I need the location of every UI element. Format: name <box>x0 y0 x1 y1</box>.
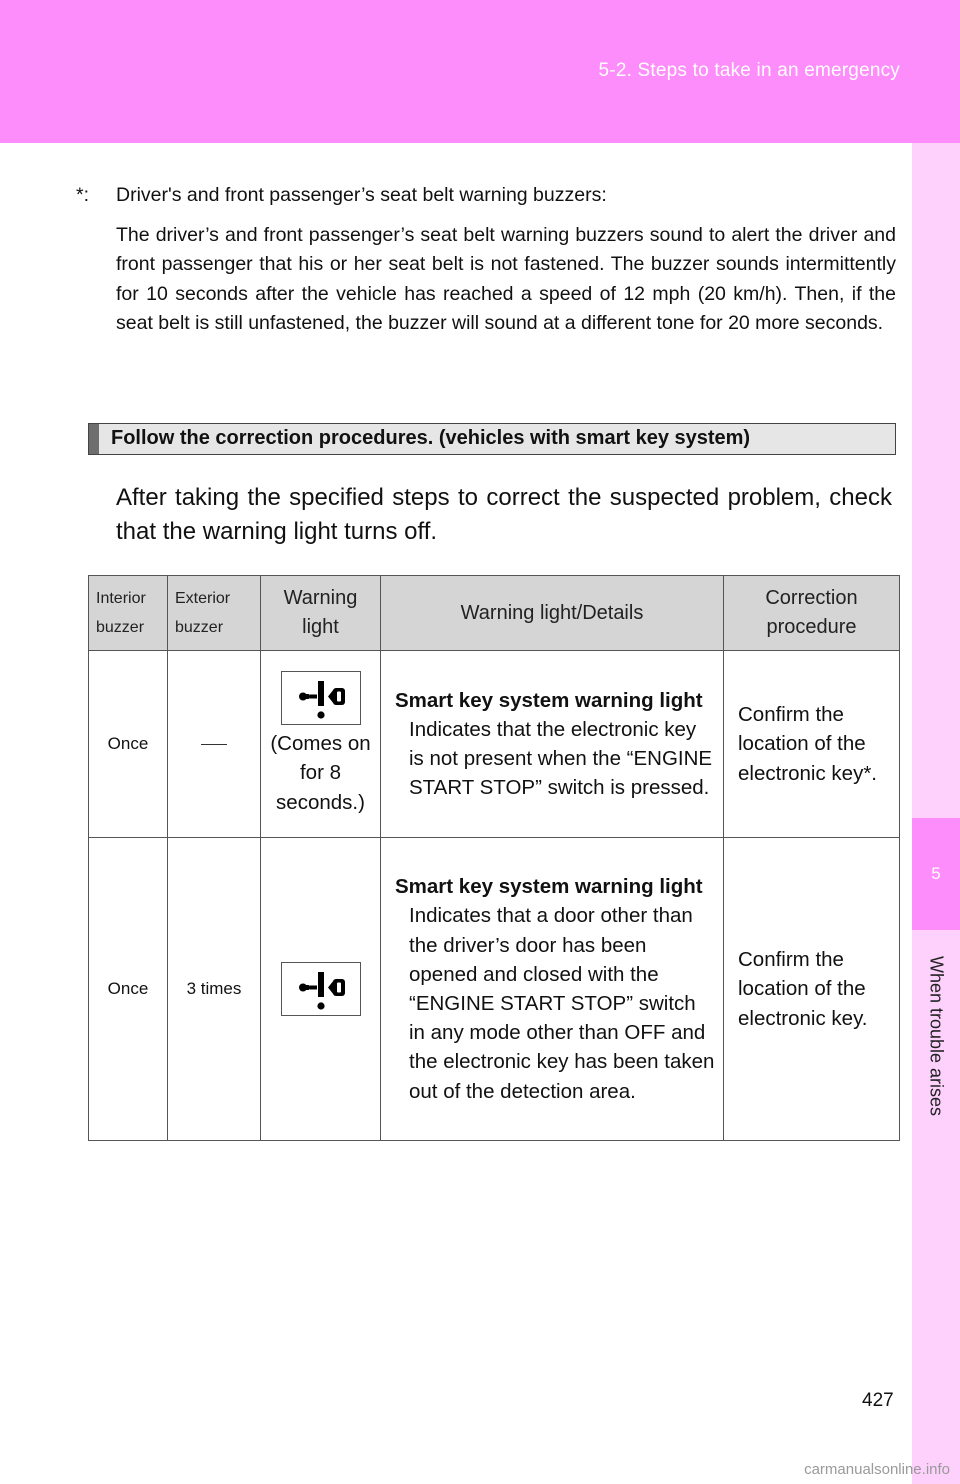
icon-note: (Comes on for 8 seconds.) <box>270 732 371 814</box>
page-number: 427 <box>862 1390 894 1411</box>
light-title: Smart key system warning light <box>395 688 703 712</box>
warning-table <box>88 575 900 1141</box>
watermark-link[interactable]: carmanualsonline.info <box>804 1461 950 1478</box>
section-breadcrumb: 5-2. Steps to take in an emergency <box>598 60 900 81</box>
footnote-title-line <box>76 181 896 210</box>
header-correction: Correction procedure <box>724 576 900 651</box>
footnote-title: Driver's and front passenger’s seat belt warning buzzers: <box>116 184 607 206</box>
light-details: Indicates that the electronic key is not present when the “ENGINE START STOP” switch is pressed. <box>409 717 713 800</box>
correction-cell: Confirm the location of the electronic key. <box>724 838 900 1141</box>
chapter-label: When trouble arises <box>926 955 947 1117</box>
side-thumb-band <box>912 143 960 1484</box>
table-header-row <box>89 576 900 651</box>
intro-paragraph: After taking the specified steps to correct the suspected problem, check that the warning light turns off. <box>116 484 892 545</box>
details-cell <box>381 838 724 1141</box>
warning-light-cell <box>261 651 381 838</box>
section-heading: Follow the correction procedures. (vehicles with smart key system) <box>111 427 751 449</box>
smart-key-warning-icon <box>281 671 361 725</box>
header-interior-buzzer: Interior buzzer <box>89 576 168 651</box>
exterior-buzzer-cell <box>168 651 261 838</box>
section-heading-box <box>88 423 896 455</box>
light-title: Smart key system warning light <box>395 875 703 899</box>
footnote-marker: *: <box>76 184 90 206</box>
correction-cell: Confirm the location of the electronic key*. <box>724 651 900 838</box>
interior-buzzer-cell: Once <box>89 651 168 838</box>
none-dash <box>201 744 227 745</box>
interior-buzzer-cell: Once <box>89 838 168 1141</box>
details-cell <box>381 651 724 838</box>
chapter-tab[interactable]: 5 <box>912 818 960 930</box>
exterior-buzzer-cell: 3 times <box>168 838 261 1141</box>
header-exterior-buzzer: Exterior buzzer <box>168 576 261 651</box>
table-row <box>89 651 900 838</box>
header-warning-light: Warning light <box>261 576 381 651</box>
heading-accent-bar <box>89 424 99 454</box>
light-details: Indicates that a door other than the driver’s door has been opened and closed with the “ENGINE START STOP” switch in any mode other than OFF and the electronic key has been taken out of the detection area. <box>409 904 715 1103</box>
header-details: Warning light/Details <box>381 576 724 651</box>
smart-key-warning-icon <box>281 962 361 1016</box>
warning-light-cell <box>261 838 381 1141</box>
table-row <box>89 838 900 1141</box>
footnote-body: The driver’s and front passenger’s seat belt warning buzzers sound to alert the driver and front passenger that his or her seat belt is not fastened. The buzzer sounds intermittently for 10 seconds after the vehicle has reached a speed of 12 mph (20 km/h). Then, if the seat belt is still unfastened, the buzzer will sound at a different tone for 20 more seconds. <box>116 224 896 334</box>
footnote-block <box>76 181 896 338</box>
